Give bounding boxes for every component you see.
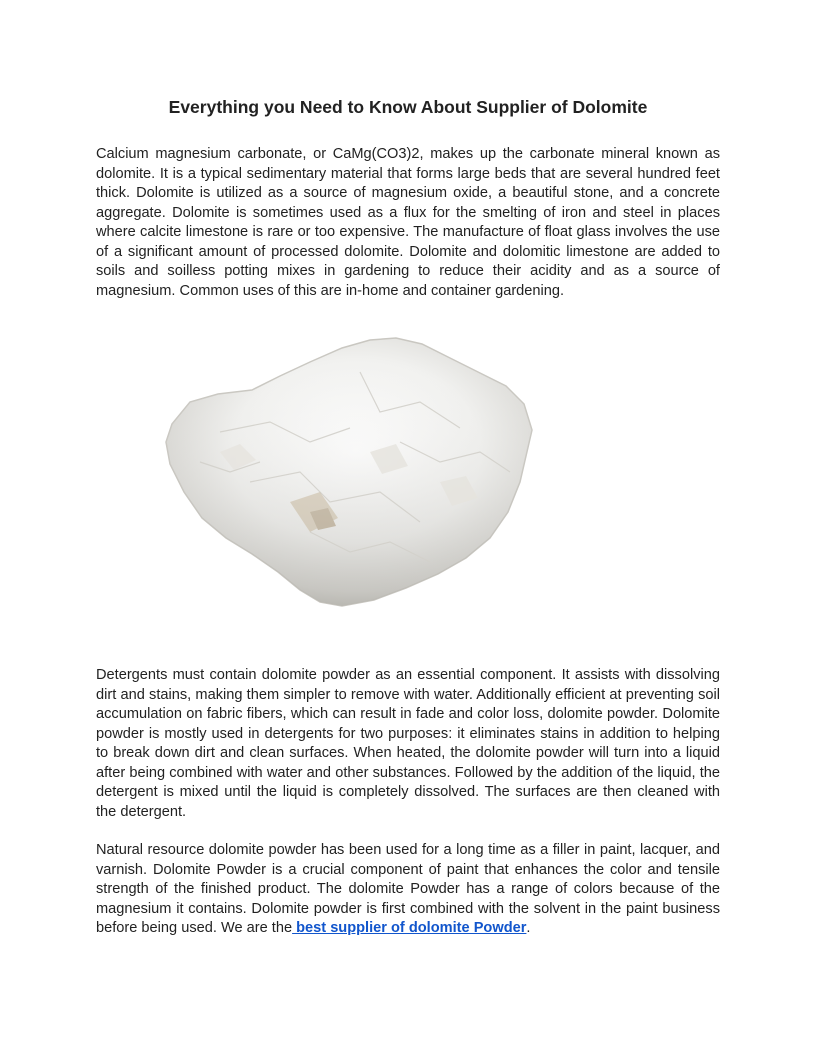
detergent-paragraph: Detergents must contain dolomite powder as an essential component. It assists with dissolving dirt and stains, making them simpler to remove with water. Additionally efficient at preventing soil accumulation on fabric fibers, which can result in fade and color loss, dolomite powder. Dolomite powder is mostly used in detergents for two purposes: it eliminates stains in addition to helping to break down dirt and clean surfaces. When heated, the dolomite powder will turn into a liquid after being combined with water and other substances. Followed by the addition of the liquid, the detergent is mixed until the liquid is completely dissolved. The surfaces are then cleaned with the detergent. (96, 667, 720, 820)
intro-paragraph: Calcium magnesium carbonate, or CaMg(CO3)2, makes up the carbonate mineral known as dolomite. It is a typical sedimentary material that forms large beds that are several hundred feet thick. Dolomite is utilized as a source of magnesium oxide, a beautiful stone, and a concrete aggregate. Dolomite is sometimes used as a flux for the smelting of iron and steel in places where calcite limestone is rare or too expensive. The manufacture of float glass involves the use of a significant amount of processed dolomite. Dolomite and dolomitic limestone are added to soils and soilless potting mixes in gardening to reduce their acidity and as a source of magnesium. Common uses of this are in-home and container gardening. (96, 146, 720, 299)
paint-paragraph-text: Natural resource dolomite powder has been used for a long time as a filler in paint, lacquer, and varnish. Dolomite Powder is a crucial component of paint that enhances the color and tensile strength of the finished product. The dolomite Powder has a range of colors because of the magnesium it contains. Dolomite powder is first combined with the solvent in the paint business before being used. We are the (96, 842, 720, 936)
supplier-link[interactable]: best supplier of dolomite Powder (292, 920, 527, 936)
paint-paragraph (96, 841, 720, 939)
dolomite-rock-image (160, 332, 540, 610)
page-title: Everything you Need to Know About Supplier of Dolomite (168, 97, 648, 117)
paragraph-end-period: . (526, 920, 531, 936)
